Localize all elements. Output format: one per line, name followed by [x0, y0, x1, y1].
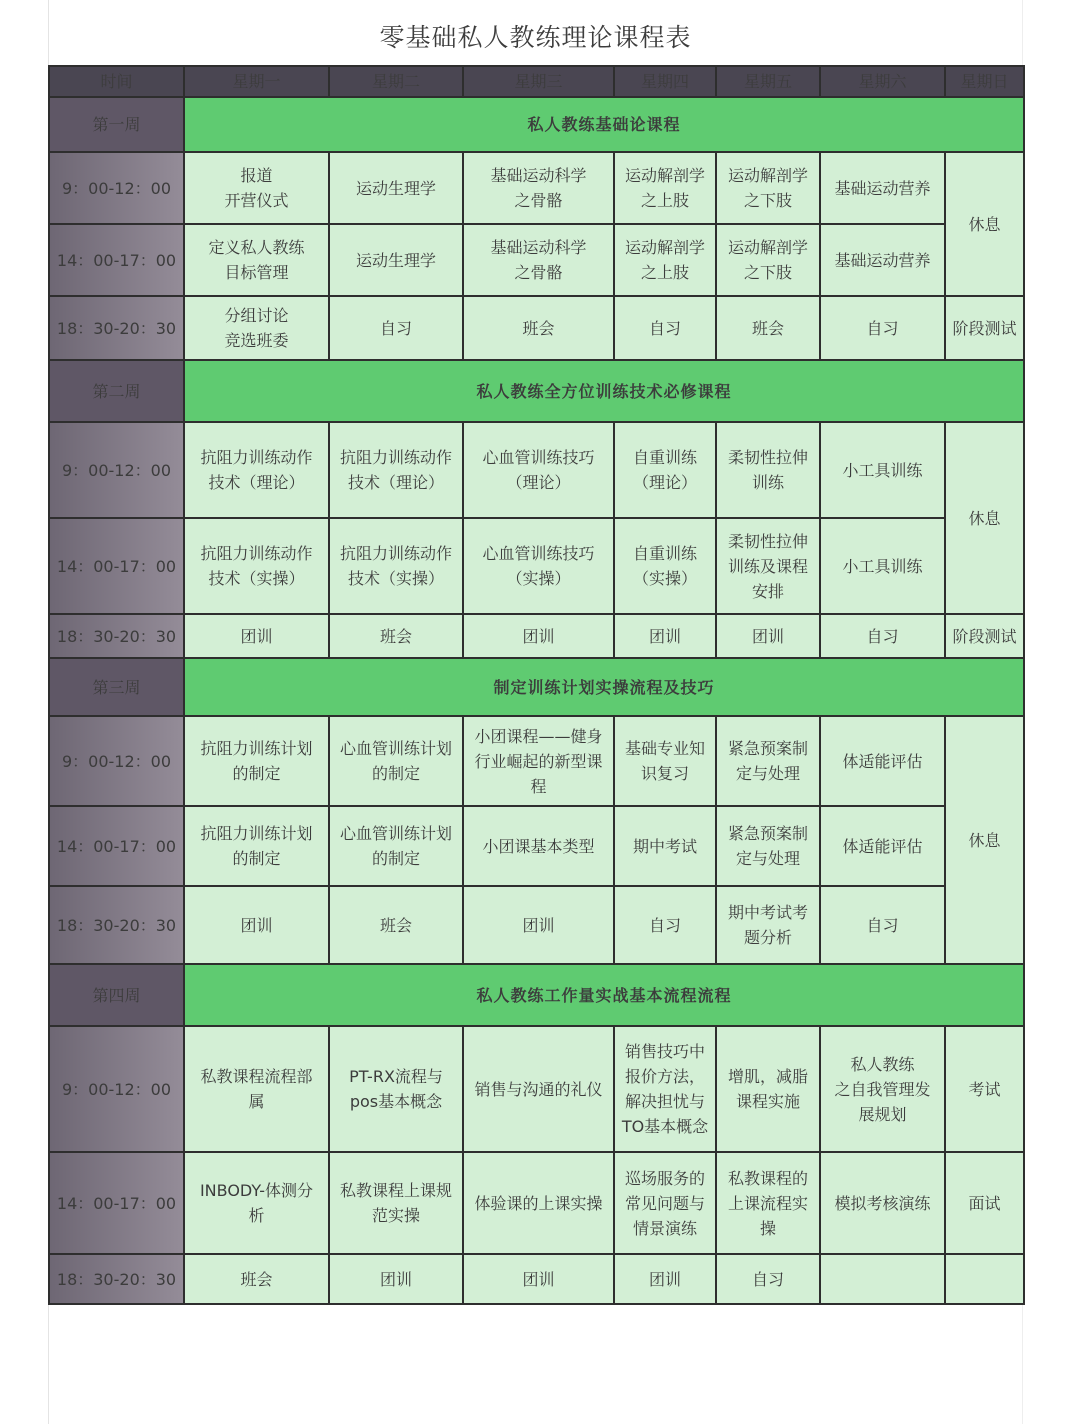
- course-cell: 体适能评估: [820, 806, 945, 886]
- course-cell: 心血管训练技巧 （理论）: [463, 422, 614, 518]
- table-row: [49, 1254, 1024, 1304]
- table-row: [49, 806, 1024, 886]
- course-cell: 自习: [820, 886, 945, 964]
- time-slot: 14：00-17：00: [49, 1152, 184, 1254]
- week-banner: 制定训练计划实操流程及技巧: [184, 658, 1024, 716]
- course-cell: [820, 1254, 945, 1304]
- course-cell: 基础专业知 识复习: [614, 716, 716, 806]
- course-cell: 团训: [463, 1254, 614, 1304]
- course-cell: 体验课的上课实操: [463, 1152, 614, 1254]
- header-saturday: 星期六: [820, 66, 945, 97]
- week-banner: 私人教练工作量实战基本流程流程: [184, 964, 1024, 1026]
- course-cell: 模拟考核演练: [820, 1152, 945, 1254]
- course-cell: 私教课程上课规 范实操: [329, 1152, 463, 1254]
- course-cell: 小工具训练: [820, 518, 945, 614]
- course-cell: 自习: [329, 296, 463, 360]
- course-cell: 抗阻力训练动作 技术（理论）: [329, 422, 463, 518]
- course-cell: 抗阻力训练动作 技术（实操）: [329, 518, 463, 614]
- course-cell: 私教课程的 上课流程实 操: [716, 1152, 820, 1254]
- course-cell: 基础运动科学 之骨骼: [463, 152, 614, 224]
- sunday-cell: 休息: [945, 152, 1024, 296]
- course-cell: 班会: [329, 886, 463, 964]
- time-slot: 9：00-12：00: [49, 716, 184, 806]
- course-cell: 私教课程流程部 属: [184, 1026, 329, 1152]
- course-cell: 增肌，减脂 课程实施: [716, 1026, 820, 1152]
- table-row: [49, 296, 1024, 360]
- week-banner: 私人教练基础论课程: [184, 97, 1024, 152]
- table-row: [49, 224, 1024, 296]
- time-slot: 14：00-17：00: [49, 224, 184, 296]
- sunday-cell: 阶段测试: [945, 296, 1024, 360]
- course-cell: 自重训练 （实操）: [614, 518, 716, 614]
- course-cell: INBODY-体测分 析: [184, 1152, 329, 1254]
- course-cell: 团训: [463, 886, 614, 964]
- course-cell: 期中考试考 题分析: [716, 886, 820, 964]
- course-cell: 心血管训练计划 的制定: [329, 806, 463, 886]
- table-row: [49, 518, 1024, 614]
- course-cell: 自习: [614, 296, 716, 360]
- course-cell: 团训: [716, 614, 820, 658]
- time-slot: 9：00-12：00: [49, 1026, 184, 1152]
- week-label: 第四周: [49, 964, 184, 1026]
- course-cell: 团训: [329, 1254, 463, 1304]
- table-row: [49, 1152, 1024, 1254]
- course-cell: 紧急预案制 定与处理: [716, 716, 820, 806]
- course-cell: 抗阻力训练动作 技术（实操）: [184, 518, 329, 614]
- course-cell: 巡场服务的 常见问题与 情景演练: [614, 1152, 716, 1254]
- header-wednesday: 星期三: [463, 66, 614, 97]
- course-cell: 分组讨论 竞选班委: [184, 296, 329, 360]
- time-slot: 18：30-20：30: [49, 1254, 184, 1304]
- course-cell: 体适能评估: [820, 716, 945, 806]
- course-cell: 销售技巧中 报价方法， 解决担忧与 TO基本概念: [614, 1026, 716, 1152]
- course-cell: 心血管训练技巧 （实操）: [463, 518, 614, 614]
- table-row: [49, 1026, 1024, 1152]
- course-cell: 心血管训练计划 的制定: [329, 716, 463, 806]
- time-slot: 18：30-20：30: [49, 614, 184, 658]
- week-header-row: [49, 964, 1024, 1026]
- course-cell: 柔韧性拉伸 训练及课程 安排: [716, 518, 820, 614]
- course-cell: 自习: [820, 296, 945, 360]
- time-slot: 14：00-17：00: [49, 518, 184, 614]
- course-cell: 小工具训练: [820, 422, 945, 518]
- course-cell: 团训: [614, 1254, 716, 1304]
- week-header-row: [49, 97, 1024, 152]
- table-row: [49, 152, 1024, 224]
- course-cell: 班会: [716, 296, 820, 360]
- course-cell: 班会: [329, 614, 463, 658]
- sunday-cell: 阶段测试: [945, 614, 1024, 658]
- page-title: 零基础私人教练理论课程表: [379, 23, 692, 52]
- sunday-cell: 休息: [945, 422, 1024, 614]
- course-cell: 运动解剖学 之上肢: [614, 224, 716, 296]
- sunday-cell: 面试: [945, 1152, 1024, 1254]
- course-cell: 紧急预案制 定与处理: [716, 806, 820, 886]
- schedule-table: [48, 65, 1025, 1305]
- sunday-cell: 考试: [945, 1026, 1024, 1152]
- course-cell: 运动解剖学 之下肢: [716, 224, 820, 296]
- course-cell: 抗阻力训练计划 的制定: [184, 806, 329, 886]
- course-cell: 班会: [463, 296, 614, 360]
- header-monday: 星期一: [184, 66, 329, 97]
- table-row: [49, 886, 1024, 964]
- course-cell: 团训: [463, 614, 614, 658]
- course-cell: 销售与沟通的礼仪: [463, 1026, 614, 1152]
- course-cell: 基础运动科学 之骨骼: [463, 224, 614, 296]
- course-cell: 团训: [184, 614, 329, 658]
- sunday-cell: [945, 1254, 1024, 1304]
- time-slot: 18：30-20：30: [49, 296, 184, 360]
- time-slot: 14：00-17：00: [49, 806, 184, 886]
- header-thursday: 星期四: [614, 66, 716, 97]
- course-cell: 报道 开营仪式: [184, 152, 329, 224]
- week-label: 第三周: [49, 658, 184, 716]
- week-banner: 私人教练全方位训练技术必修课程: [184, 360, 1024, 422]
- course-cell: 柔韧性拉伸 训练: [716, 422, 820, 518]
- course-cell: 团训: [614, 614, 716, 658]
- header-tuesday: 星期二: [329, 66, 463, 97]
- week-label: 第二周: [49, 360, 184, 422]
- course-cell: 自习: [820, 614, 945, 658]
- week-label: 第一周: [49, 97, 184, 152]
- course-cell: 运动生理学: [329, 152, 463, 224]
- course-cell: 运动解剖学 之下肢: [716, 152, 820, 224]
- header-time: 时间: [49, 66, 184, 97]
- course-cell: 自重训练 （理论）: [614, 422, 716, 518]
- table-row: [49, 422, 1024, 518]
- course-cell: PT-RX流程与 pos基本概念: [329, 1026, 463, 1152]
- time-slot: 18：30-20：30: [49, 886, 184, 964]
- course-cell: 期中考试: [614, 806, 716, 886]
- table-row: [49, 716, 1024, 806]
- course-cell: 班会: [184, 1254, 329, 1304]
- sunday-cell: 休息: [945, 716, 1024, 964]
- course-cell: 小团课程——健身 行业崛起的新型课 程: [463, 716, 614, 806]
- course-cell: 基础运动营养: [820, 152, 945, 224]
- course-cell: 团训: [184, 886, 329, 964]
- course-cell: 运动生理学: [329, 224, 463, 296]
- course-cell: 定义私人教练 目标管理: [184, 224, 329, 296]
- course-cell: 小团课基本类型: [463, 806, 614, 886]
- course-cell: 基础运动营养: [820, 224, 945, 296]
- course-cell: 抗阻力训练动作 技术（理论）: [184, 422, 329, 518]
- course-cell: 运动解剖学 之上肢: [614, 152, 716, 224]
- course-cell: 抗阻力训练计划 的制定: [184, 716, 329, 806]
- header-row: [49, 66, 1024, 97]
- course-cell: 私人教练 之自我管理发 展规划: [820, 1026, 945, 1152]
- week-header-row: [49, 658, 1024, 716]
- header-friday: 星期五: [716, 66, 820, 97]
- time-slot: 9：00-12：00: [49, 422, 184, 518]
- week-header-row: [49, 360, 1024, 422]
- header-sunday: 星期日: [945, 66, 1024, 97]
- course-cell: 自习: [614, 886, 716, 964]
- time-slot: 9：00-12：00: [49, 152, 184, 224]
- course-cell: 自习: [716, 1254, 820, 1304]
- table-row: [49, 614, 1024, 658]
